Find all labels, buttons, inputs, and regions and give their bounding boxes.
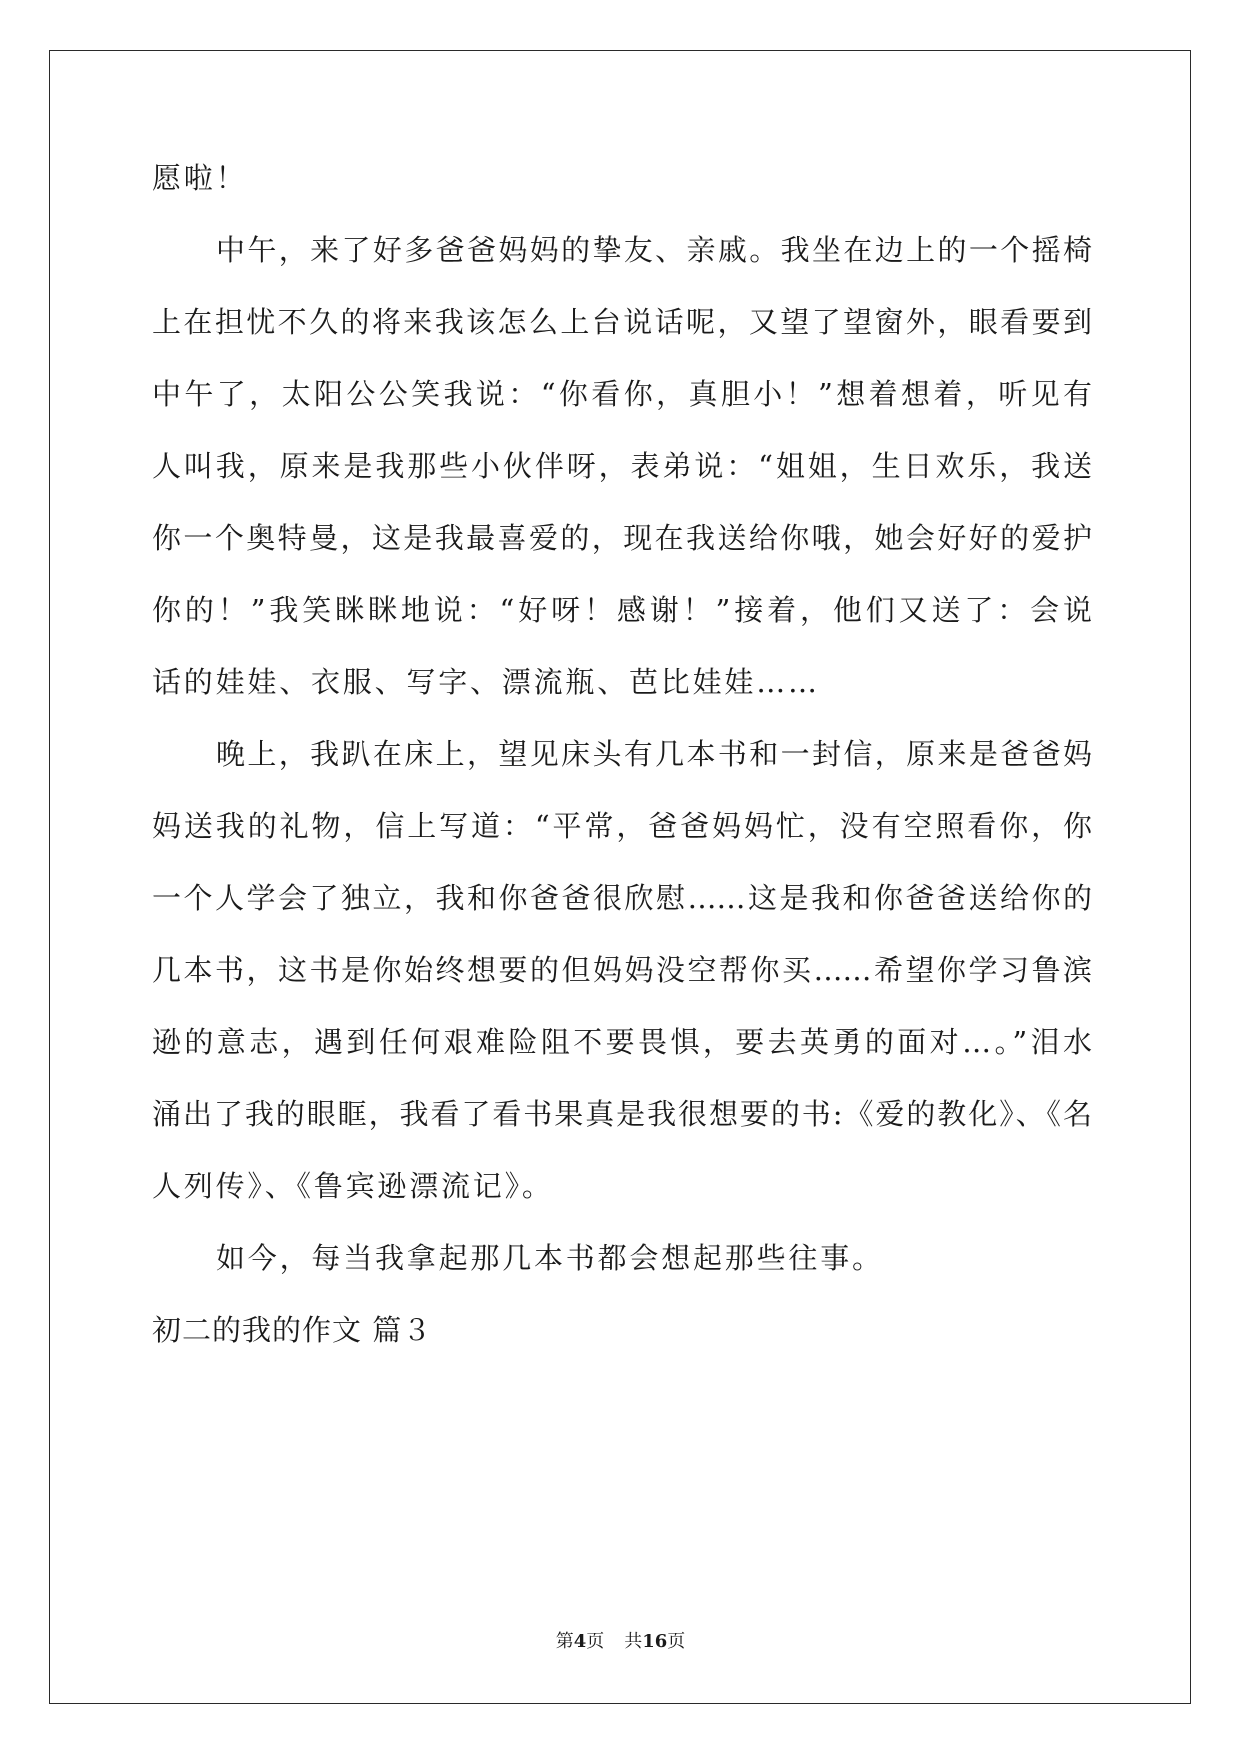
- page-border: [49, 50, 1191, 1704]
- footer-page-prefix: 第: [555, 1631, 574, 1652]
- paragraph-now-line-1: 如今，每当我拿起那几本书都会想起那些往事。: [216, 1241, 884, 1275]
- paragraph-noon-line-4: 人叫我，原来是我那些小伙伴呀，表弟说：“姐姐，生日欢乐，我送: [152, 449, 1092, 483]
- footer-total-pages: 16: [642, 1631, 668, 1652]
- paragraph-evening-line-3: 一个人学会了独立，我和你爸爸很欣慰……这是我和你爸爸送给你的: [152, 881, 1092, 915]
- paragraph-noon-line-1: 中午，来了好多爸爸妈妈的挚友、亲戚。我坐在边上的一个摇椅: [216, 233, 1092, 267]
- footer-page-number: 4: [573, 1631, 587, 1652]
- paragraph-noon-line-5: 你一个奥特曼，这是我最喜爱的，现在我送给你哦，她会好好的爱护: [152, 521, 1092, 555]
- paragraph-noon-line-3: 中午了，太阳公公笑我说：“你看你，真胆小！”想着想着，听见有: [152, 377, 1092, 411]
- paragraph-evening-line-4: 几本书，这书是你始终想要的但妈妈没空帮你买……希望你学习鲁滨: [152, 953, 1092, 987]
- paragraph-evening-line-6: 涌出了我的眼眶，我看了看书果真是我很想要的书:《爱的教化》、《名: [152, 1097, 1092, 1131]
- paragraph-noon-line-2: 上在担忧不久的将来我该怎么上台说话呢，又望了望窗外，眼看要到: [152, 305, 1092, 339]
- footer-page-suffix: 页: [586, 1631, 605, 1652]
- essay-section-heading: 初二的我的作文 篇３: [152, 1313, 433, 1347]
- text-line-1: 愿啦！: [152, 161, 248, 195]
- paragraph-noon-line-7: 话的娃娃、衣服、写字、漂流瓶、芭比娃娃……: [152, 665, 820, 699]
- paragraph-evening-line-5: 逊的意志，遇到任何艰难险阻不要畏惧，要去英勇的面对…。”泪水: [152, 1025, 1092, 1059]
- paragraph-evening-line-7: 人列传》、《鲁宾逊漂流记》。: [152, 1169, 554, 1203]
- paragraph-evening-line-2: 妈送我的礼物，信上写道：“平常，爸爸妈妈忙，没有空照看你，你: [152, 809, 1092, 843]
- footer-total-suffix: 页: [667, 1631, 686, 1652]
- paragraph-evening-line-1: 晚上，我趴在床上，望见床头有几本书和一封信，原来是爸爸妈: [216, 737, 1092, 771]
- paragraph-noon-line-6: 你的！”我笑眯眯地说：“好呀！感谢！”接着，他们又送了：会说: [152, 593, 1092, 627]
- page-footer: [0, 1630, 1241, 1654]
- footer-total-prefix: 共: [624, 1631, 643, 1652]
